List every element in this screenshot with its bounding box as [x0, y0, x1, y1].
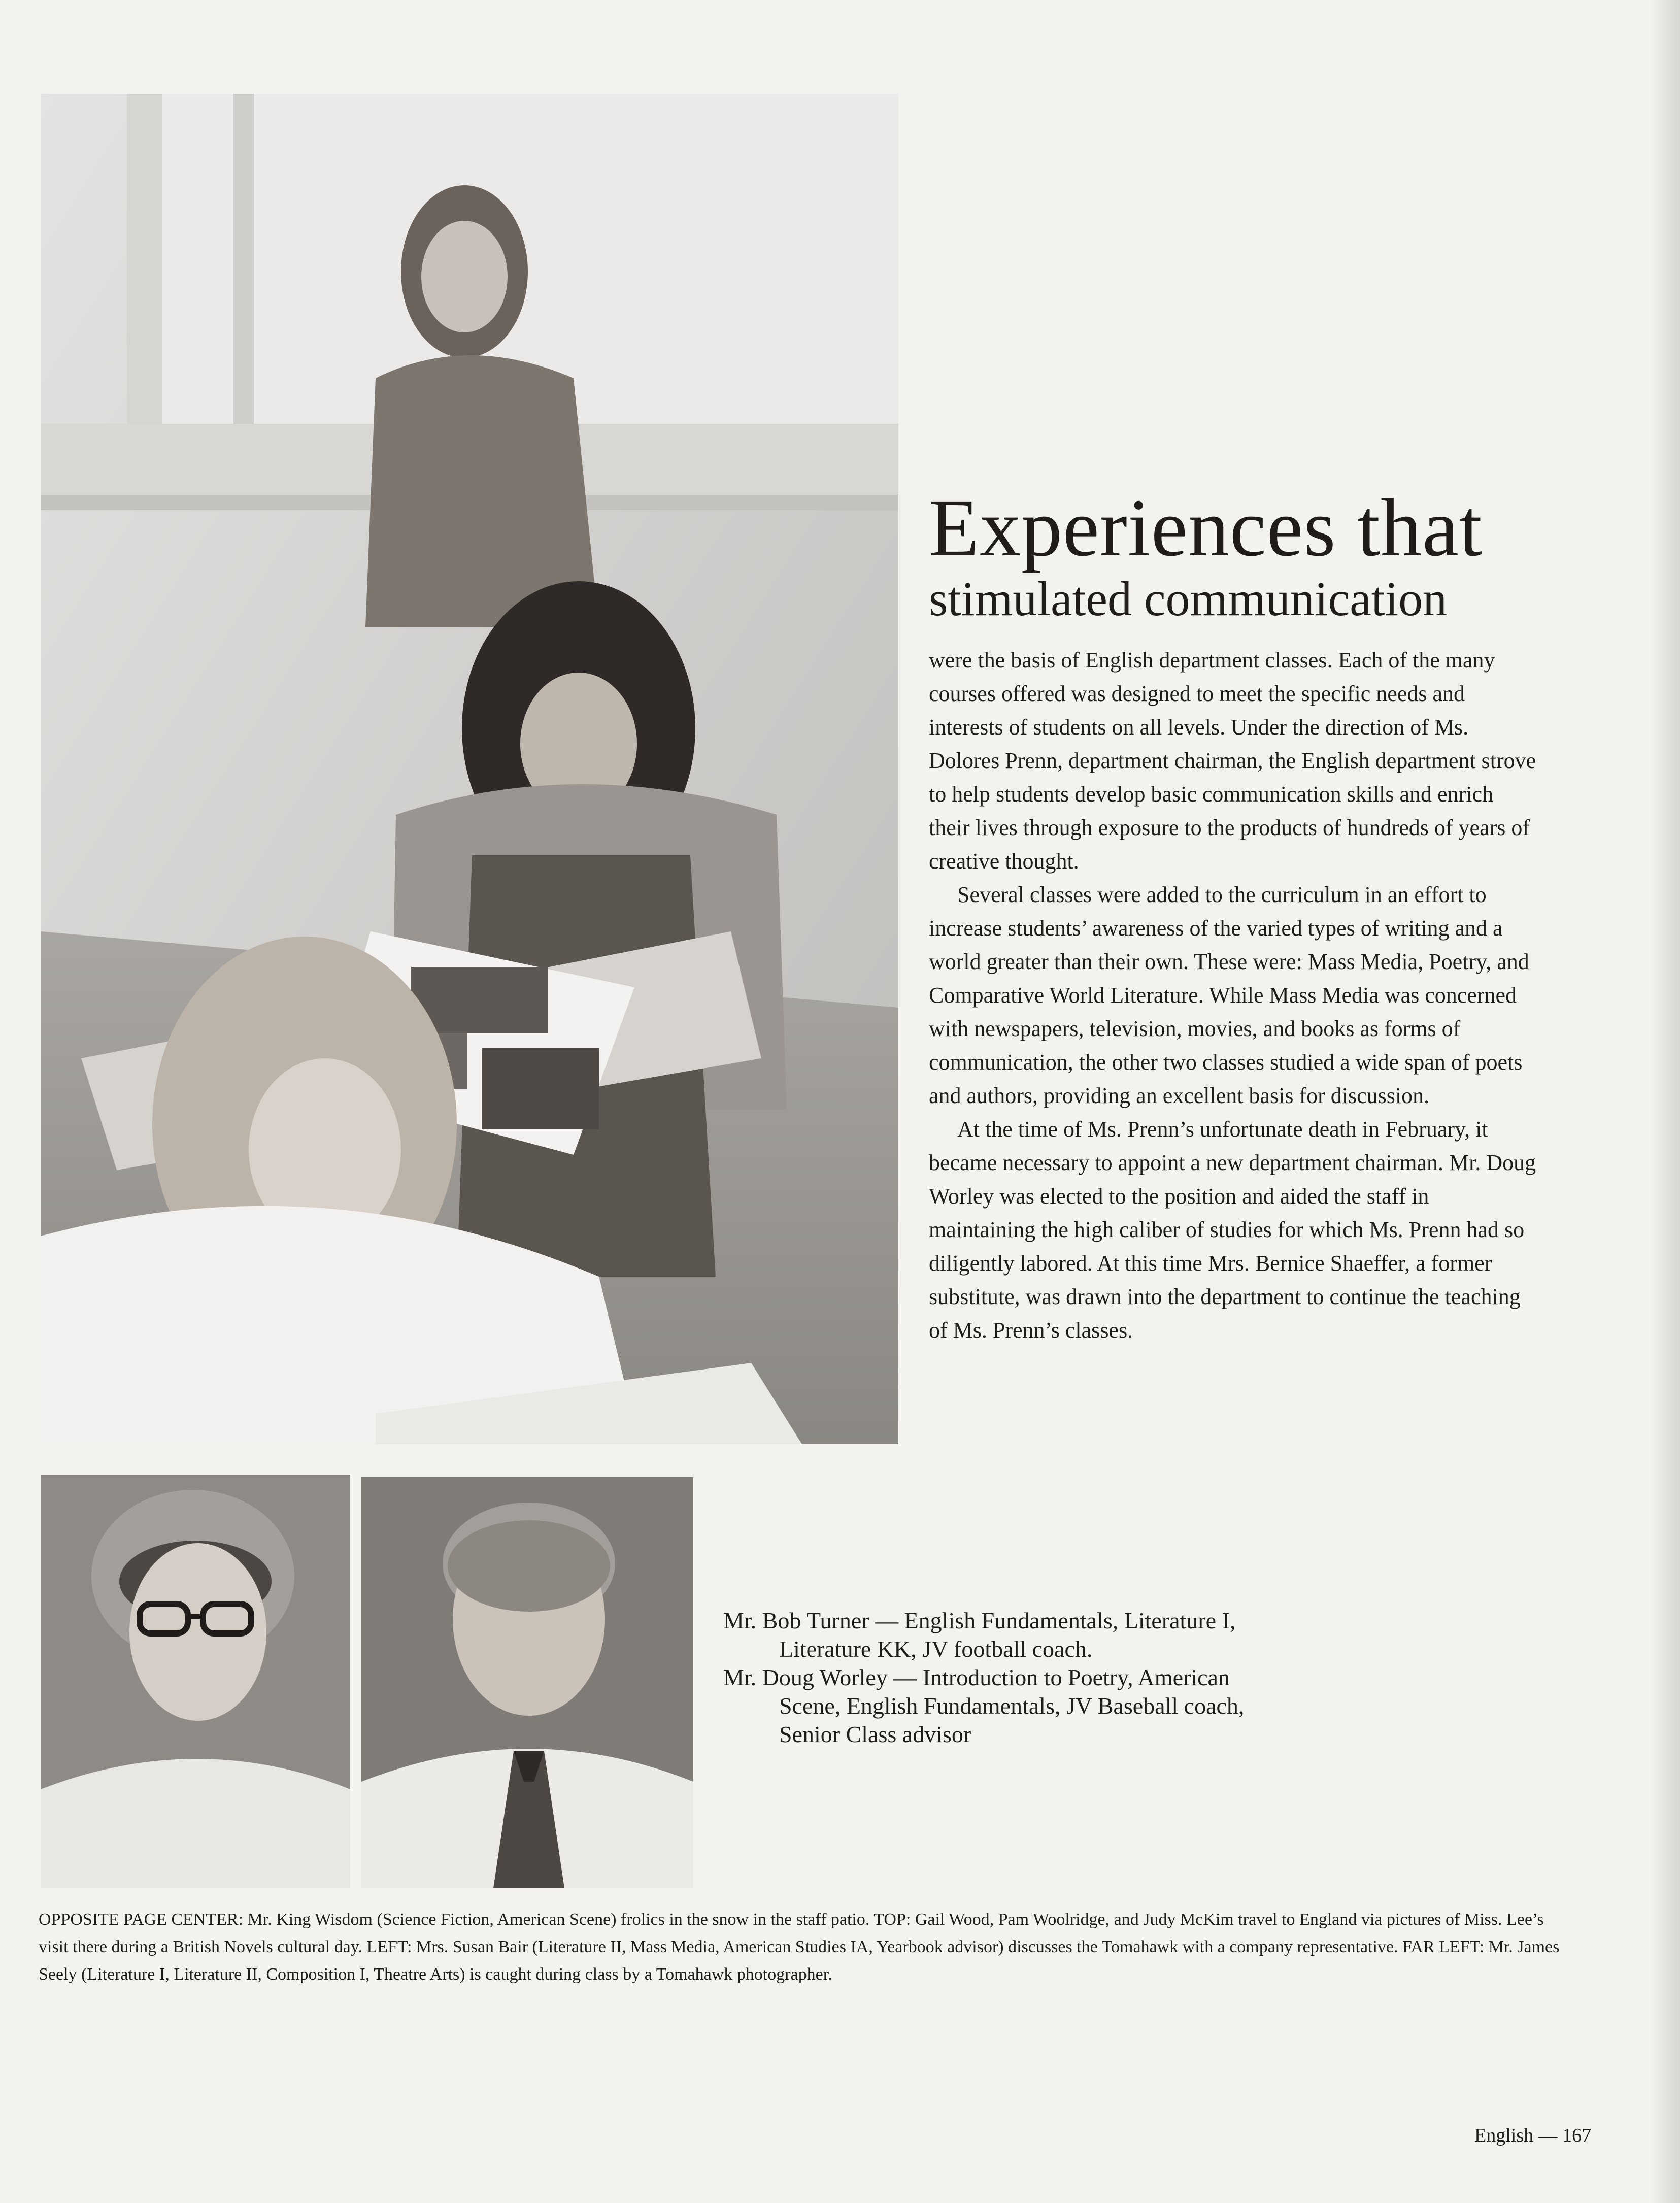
article-paragraph: At the time of Ms. Prenn’s unfortunate death in February, it became necessary to appoint a new department chairman. Mr. Doug Worley was elected to the position and aided the staff in maintaining the high caliber of studies for which Ms. Prenn had so diligently labored. At this time Mrs. Bernice Shaeffer, a former substitute, was drawn into the department to continue the teaching of Ms. Prenn’s classes. — [929, 1117, 1536, 1343]
article-paragraph: were the basis of English department classes. Each of the many courses offered was designed to meet the specific needs and interests of students on all levels. Under the direction of Ms. Dolores Prenn, department chairman, the English department strove to help students develop basic communication skills and enrich their lives through exposure to the products of hundreds of years of creative thought. — [929, 648, 1536, 874]
students-reading-image — [41, 94, 898, 1444]
portrait-captions — [723, 1607, 1282, 1749]
students-reading-photo — [41, 94, 898, 1444]
page-edge-shadow — [1650, 0, 1680, 2203]
turner-caption: Mr. Bob Turner — English Fundamentals, Literature I, Literature KK, JV football coach. — [723, 1608, 1236, 1662]
subheadline: stimulated communication — [929, 572, 1448, 626]
article — [929, 483, 1538, 1347]
worley-caption: Mr. Doug Worley — Introduction to Poetry, American Scene, English Fundamentals, JV Baseball coach, Senior Class advisor — [723, 1664, 1245, 1747]
bob-turner-image — [41, 1475, 350, 1888]
doug-worley-portrait — [361, 1477, 693, 1888]
page-folio: English — 167 — [1474, 2125, 1592, 2146]
bob-turner-portrait — [41, 1475, 350, 1888]
article-body — [929, 644, 1538, 1347]
doug-worley-image — [361, 1477, 693, 1888]
article-paragraph: Several classes were added to the curriculum in an effort to increase students’ awareness of the varied types of writing and a world greater than their own. These were: Mass Media, Poetry, and Comparative World Literature. While Mass Media was concerned with newspapers, television, movies, and books as forms of communication, the other two classes studied a wide span of poets and authors, providing an excellent basis for discussion. — [929, 882, 1529, 1108]
headline: Experiences that — [929, 483, 1483, 574]
photo-captions-footnote: OPPOSITE PAGE CENTER: Mr. King Wisdom (Science Fiction, American Scene) frolics in the snow in the staff patio. TOP: Gail Wood, Pam Woolridge, and Judy McKim travel to England via pictures of Miss. Lee’s visit there during a British Novels cultural day. LEFT: Mrs. Susan Bair (Literature II, Mass Media, American Studies IA, Yearbook advisor) discusses the Tomahawk with a company representative. FAR LEFT: Mr. James Seely (Literature I, Literature II, Composition I, Theatre Arts) is caught during class by a Tomahawk photographer. — [39, 1910, 1560, 1984]
